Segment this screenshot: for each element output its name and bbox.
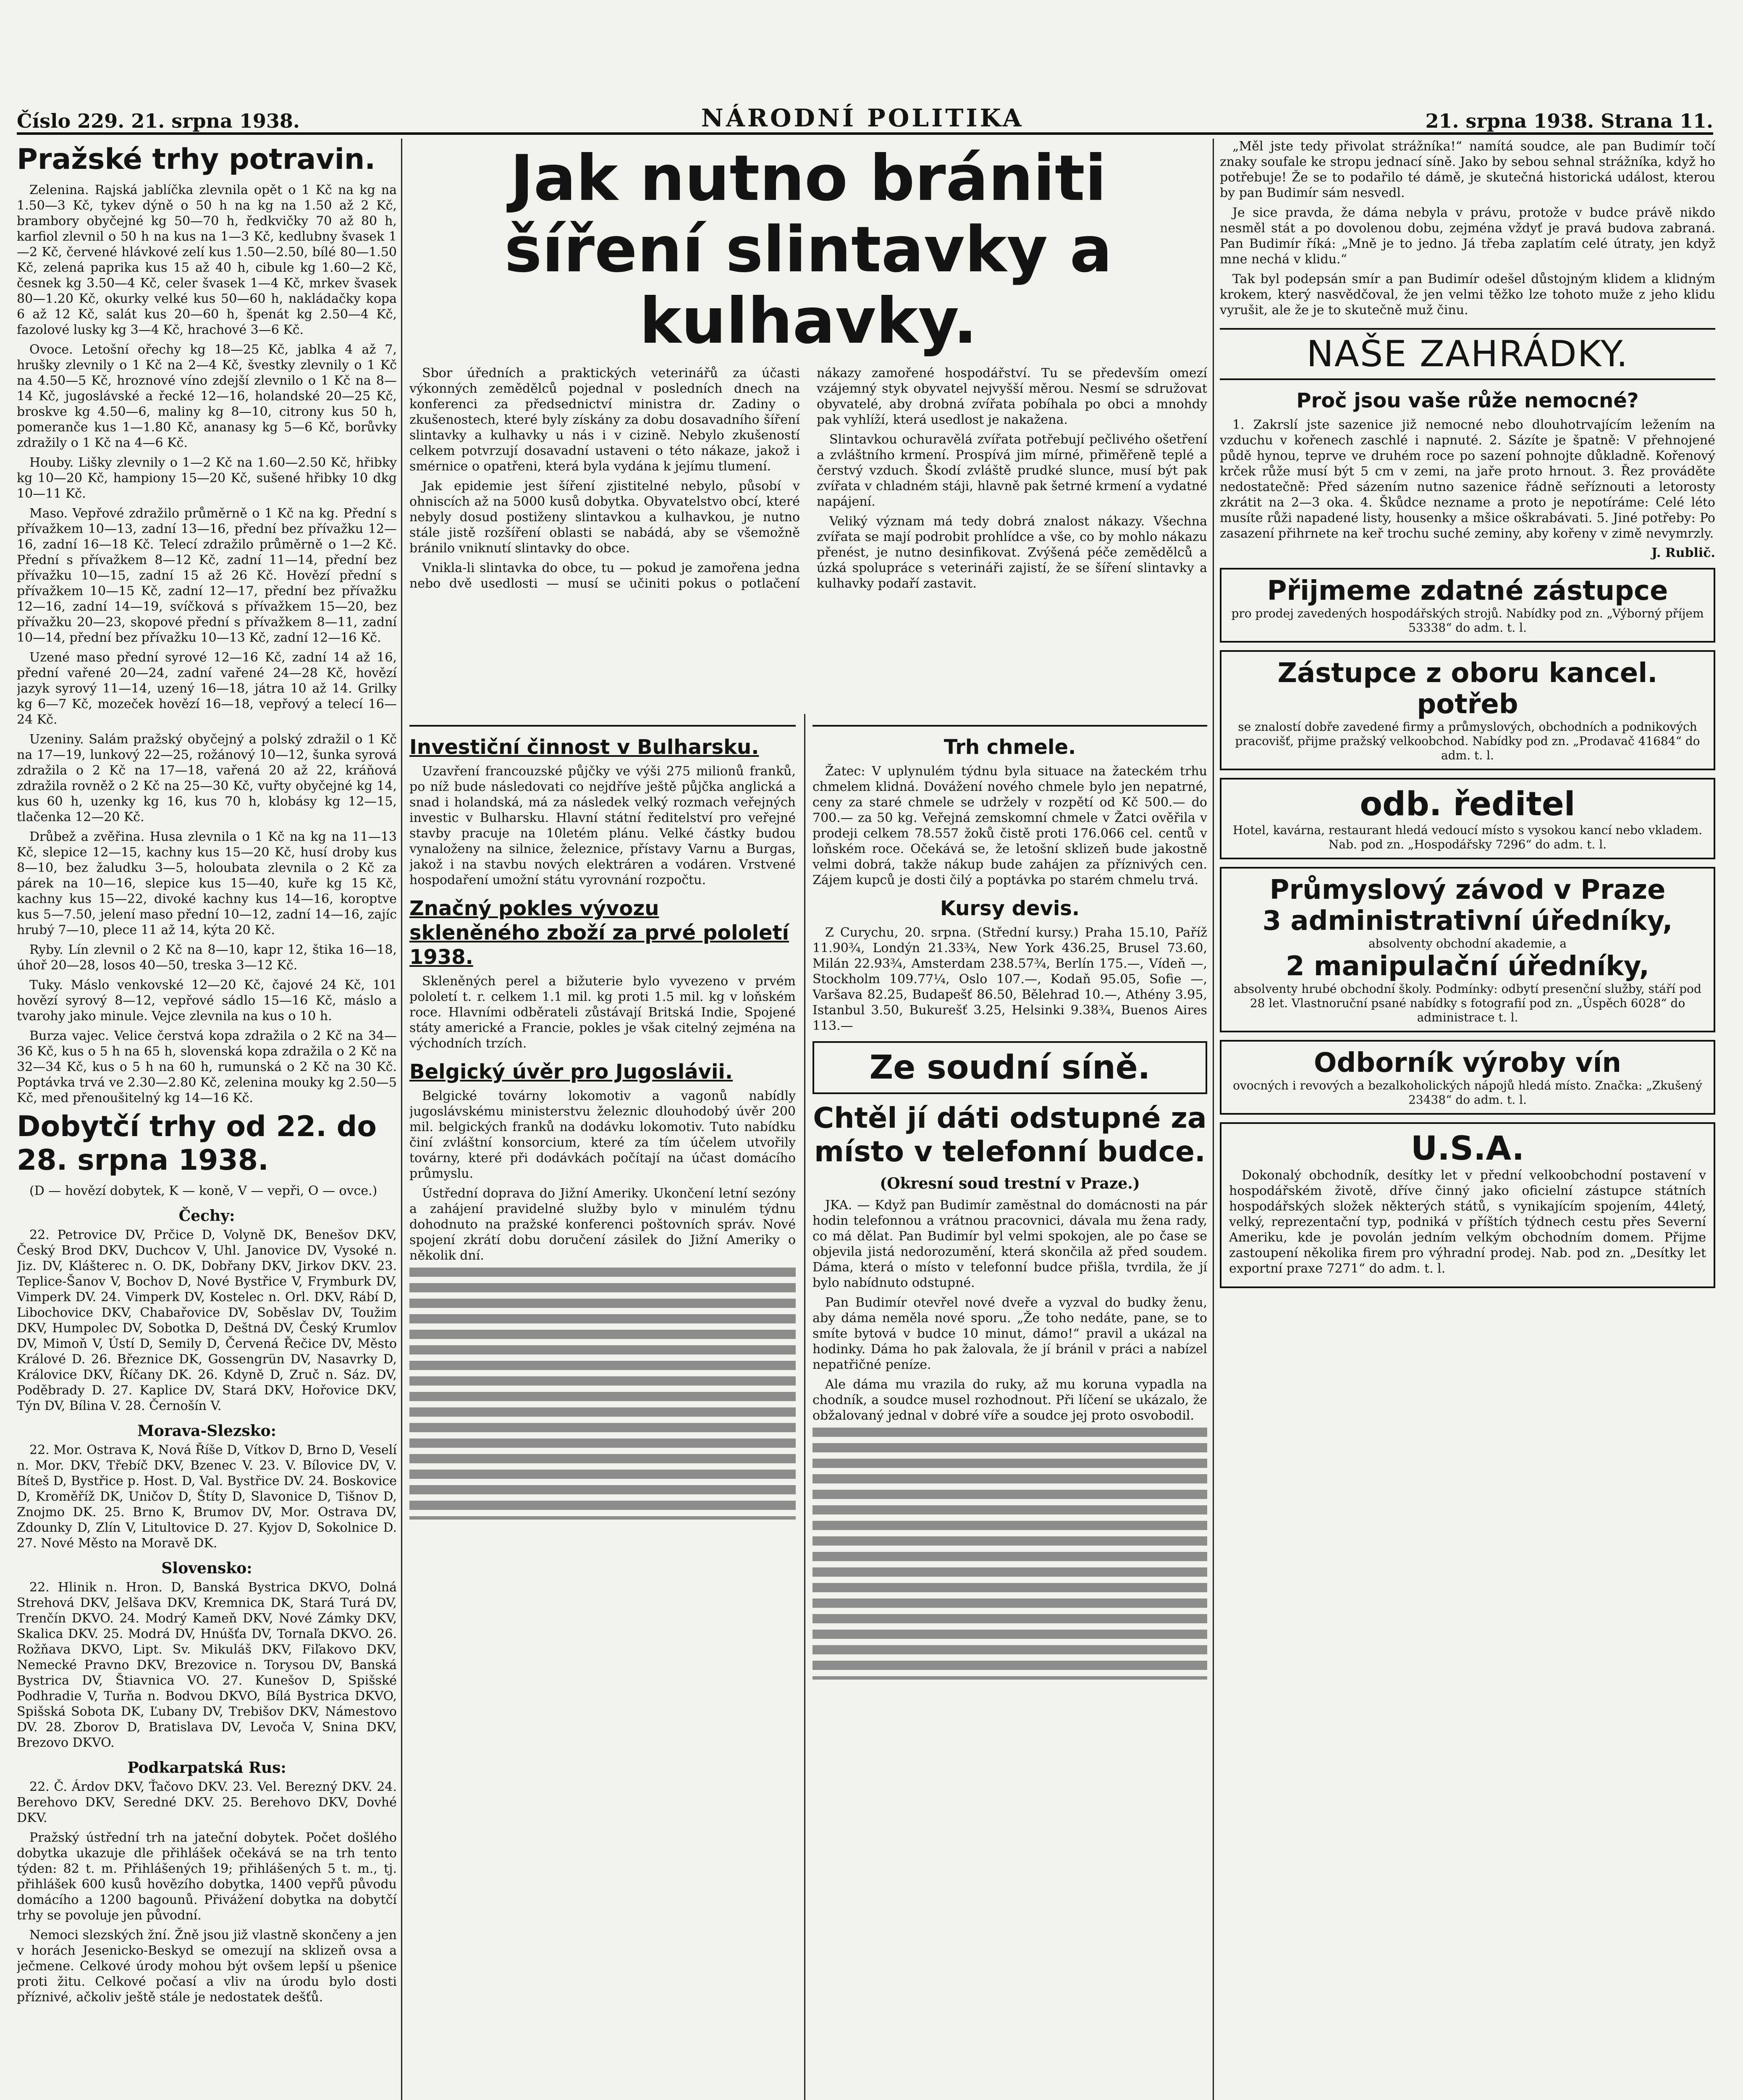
bulgaria-body: Uzavření francouzské půjčky ve výši 275 milionů franků, po níž bude následovati co nejdříve ještě půjčka anglická a snad i holandská, má za následek velký rozmach veřejných investic v Bulharsku. Hlavní státní ředitelství pro veřejné stavby pracuje na 10letém plánu. Velké částky budou vynaloženy na silnice, železnice, přístavy Varnu a Burgas, jakož i na stavbu nových elektráren a vodáren. Vrstvené hospodaření umožní státu vyrovnání rozpočtu. <box>409 764 796 887</box>
ad-headline: Odborník výroby vín <box>1314 1047 1621 1079</box>
ad-position: 3 administrativní úředníky, <box>1262 906 1673 937</box>
slaughter-note: Pražský ústřední trh na jateční dobytek. Počet došlého dobytka ukazuje dle přihlášek očekává se na trh tento týden: 82 t. m. Přihlášených 19; přihlášených 5 t. m., tj. přihlášek 600 kusů hovězího dobytka, 1400 vepřů původu domácího a 1200 bagounů. Přivážení dobytka na dobytčí trhy se povoluje jen původní. <box>17 1830 397 1923</box>
ad-headline: Zástupce z oboru kancel. potřeb <box>1277 658 1658 720</box>
ad-text: Hotel, kavárna, restaurant hledá vedoucí místo s vysokou kancí nebo vkladem. Nab. pod zn. „Hospodářsky 7296“ do adm. t. l. <box>1233 823 1702 851</box>
continued-text <box>409 1268 796 1520</box>
divider <box>409 725 796 727</box>
cattle-list-slovensko: 22. Hlinik n. Hron. D, Banská Bystrica DKVO, Dolná Strehová DKV, Jelšava DKV, Kremnica DK, Stará Turá DV, Trenčín DKVO. 24. Modrý Kameň DKV, Nové Zámky DKV, Skalica DKV. 25. Modrá DV, Hnúšťa DV, Tornaľa DKVO. 26. Rožňava DKVO, Lipt. Sv. Mikuláš DKV, Fiľakovo DKV, Nemecké Pravno DKV, Brezovice n. Torysou DV, Banská Bystrica DV, Štiavnica VO. 27. Kunešov D, Spišské Podhradie V, Turňa n. Bodvou DKVO, Bílá Bystrica DKVO, Spišská Sobota DK, Ľubany DV, Trebišov DKV, Námestovo DV. 28. Zborov D, Bratislava DV, Levoča V, Snina DKV, Brezovo DKVO. <box>17 1580 397 1750</box>
ad-text: Dokonalý obchodník, desítky let v přední velkoobchodní postavení v hospodářském životě, dříve činný jako oficielní zástupce státních hospodářských složek některých států, s vynikajícím spojením, 44letý, velký, reprezentační typ, podniká v příštích týdnech cestu přes Severní Ameriku, kde je povolán jedním velkým obchodním domem. Přijme zastoupení několika firem pro výhradní prodej. Nab. pod zn. „Desítky let exportní praxe 7271“ do adm. t. l. <box>1229 1168 1706 1276</box>
court-paragraph: Ale dáma mu vrazila do ruky, až mu koruna vypadla na chodník, a soudce musel rozhodnout. Při líčení se ukázalo, že obžalovaný jednal v dobré víře a soudce jej proto osvobodil. <box>813 1377 1207 1423</box>
region-heading: Morava-Slezsko: <box>137 1422 276 1440</box>
ad-headline: Průmyslový závod v Praze <box>1269 874 1666 906</box>
lead-paragraph: Slintavkou ochuravělá zvířata potřebují pečlivého ošetření a zvláštního krmení. Prospívá jim mírné, přiměřeně teplé a čerstvý vzduch. Škodí zvláště prudké slunce, musí být pak zvířata v chladném stáji, hlavně pak šetrné krmení a vydatné napájení. <box>817 432 1207 509</box>
ad-position: 2 manipulační úředníky, <box>1286 951 1649 982</box>
markets-mushrooms: Houby. Lišky zlevnily o 1—2 Kč na 1.60—2.50 Kč, hřibky kg 10—20 Kč, hampiony 15—20 Kč, sušené hřibky 10 dkg 10—11 Kč. <box>17 455 397 501</box>
column-markets <box>17 139 397 2100</box>
roses-author: J. Rublič. <box>1651 546 1715 560</box>
court-banner <box>813 1041 1207 1094</box>
roses-heading: Proč jsou vaše růže nemocné? <box>1296 389 1639 412</box>
masthead <box>17 92 1713 135</box>
markets-smoked: Uzené maso přední syrové 12—16 Kč, zadní 14 až 16, přední vařené 20—24, zadní vařené 24—28 Kč, hovězí jazyk syrový 11—14, uzený 16—18, játra 10 až 14. Grilky kg 6—7 Kč, mozeček hovězí 16—18, vepřový a telecí 16—24 Kč. <box>17 650 397 727</box>
gardens-heading: NAŠE ZAHRÁDKY. <box>1220 328 1715 380</box>
bulgaria-heading: Investiční činnost v Bulharsku. <box>409 735 759 759</box>
currency-body: Z Curychu, 20. srpna. (Střední kursy.) Praha 15.10, Paříž 11.90¾, Londýn 21.33¾, New York 436.25, Brusel 73.60, Milán 22.93¾, Amsterdam 238.57¾, Berlín 175.—, Vídeň —, Stockholm 109.77¼, Oslo 107.—, Kodaň 95.05, Sofie —, Varšava 82.25, Budapešť 86.50, Bělehrad 10.—, Athény 3.95, Istanbul 3.50, Bukurešť 3.25, Helsinki 9.38¾, Buenos Aires 113.— <box>813 925 1207 1033</box>
column-economy <box>409 718 796 2100</box>
markets-fish: Ryby. Lín zlevnil o 2 Kč na 8—10, kapr 12, štika 16—18, úhoř 20—28, losos 40—50, treska 3—12 Kč. <box>17 942 397 973</box>
court-headline: Chtěl jí dáti odstupné za místo v telefonní budce. <box>813 1102 1207 1168</box>
glass-body: Skleněných perel a bižuterie bylo vyvezeno v prvém pololetí t. r. celkem 1.1 mil. kg proti 1.5 mil. kg v loňském roce. Hlavními odběrateli zůstávají Britská Indie, Spojené státy americké a Francie, pokles je však citelný zejména na východních trzích. <box>409 974 796 1051</box>
harvest-note: Nemoci slezských žní. Žně jsou již vlastně skončeny a jen v horách Jesenicko-Beskyd se omezují na sklizeň ovsa a ječmene. Celkové úrody mohou být ovšem lepší u pšenice proti žitu. Celkové počasí a vliv na úrodu bylo dosti příznivé, ačkoliv ještě stále je nedostatek dešťů. <box>17 1928 397 2005</box>
markets-poultry: Drůbež a zvěřina. Husa zlevnila o 1 Kč na kg na 11—13 Kč, slepice 12—15, kachny kus 15—20 Kč, husí droby kus 8—10, bez žaludku 3—5, holoubata zlevnila o 2 Kč za párek na 10—16, slepice kus 15—40, kuře kg 15 Kč, kachny kus 15—22, divoké kachny kus 14—16, koroptve kus 5—7.50, jelení maso přední 10—12, zadní 14—16, zajíc hrubý 7—10, plece 11 až 14, kýta 20 Kč. <box>17 830 397 937</box>
column-rule <box>804 714 805 2100</box>
court-paragraph: Pan Budimír otevřel nové dveře a vyzval do budky ženu, aby dáma neměla nové sporu. „Že toho nedáte, pane, se to smíte bytová v budce 10 minut, dámo!“ pravil a ukázal na hodinky. Dáma ho pak žalovala, že jí bránil v práci a nabízel nepatřičné peníze. <box>813 1295 1207 1372</box>
cattle-list-morava: 22. Mor. Ostrava K, Nová Říše D, Vítkov D, Brno D, Veselí n. Mor. DKV, Třebíč DKV, Bzenec V. 23. V. Bílovice DV, V. Bíteš D, Bystřice p. Host. D, Val. Bystřice DV. 24. Boskovice D, Kroměříž DK, Uničov D, Štíty D, Slavonice D, Tišnov D, Znojmo DK. 25. Brno K, Brumov DV, Mor. Ostrava DV, Zdounky D, Zlín V, Litultovice D. 27. Kyjov D, Sokolnice D. 27. Nové Město na Moravě DK. <box>17 1443 397 1551</box>
hops-body: Žatec: V uplynulém týdnu byla situace na žateckém trhu chmelem klidná. Dovážení nového chmele bylo jen nepatrné, ceny za staré chmele se udržely v rozpětí od Kč 500.— do 700.— za 50 kg. Veřejná zemskomní chmele v Žatci ověřila v prodeji celkem 78.557 žoků čistě proti 176.066 cel. centů v loňském roce. Očekává se, že letošní sklizeň bude jakostně velmi dobrá, takže nákup bude zahájen za příznivých cen. Zájem kupců je dosti čilý a poptávka po starém chmelu trvá. <box>813 764 1207 887</box>
markets-eggs: Burza vajec. Velice čerstvá kopa zdražila o 2 Kč na 34—36 Kč, kus o 5 h na 65 h, slovenská kopa zdražila o 2 Kč na 32—34 Kč, kus o 5 h na 60 h, rumunská o 2 Kč na 30 Kč. Poptávka trvá ve 2.30—2.80 Kč, zelenina mouky kg 2.50—5 Kč, med přenoušitelný kg 14—16 Kč. <box>17 1029 397 1105</box>
roses-body: 1. Zakrslí jste sazenice již nemocné nebo dlouhotrvajícím ležením na vzduchu v kořenech zaschlé i napnuté. 2. Sázíte je špatně: V přehnojené půdě hynou, teprve ve druhém roce po sazení pohnojte důkladně. Kořenový krček růže musí být 5 cm v zemi, na jaře proto hrnout. 3. Řez prováděte nedostatečně: Před sázením nutno sazenice řádně seříznouti a letorosty zkrátit na 2—3 oka. 4. Škůdce nezname a proto je nepotíráme: Celé léto musíte růži napadené listy, housenky a mšice oškrabávati. 5. Jiné potřeby: Po zasazení přihrnete na keř trochu suché zeminy, aby kořeny v zimě nevymrzly. <box>1220 417 1715 541</box>
yugoslavia-heading: Belgický úvěr pro Jugoslávii. <box>409 1060 733 1084</box>
lead-paragraph: Sbor úředních a praktických veterinářů za účasti výkonných zemědělců pojednal v posledních dnech na konferenci za předsednictví ministra dr. Zadiny o zkušenostech, které byly získány za dobu dosavadního šíření slintavky a kulhavky u nás i v cizině. Nebylo zkušeností celkem potvrzují dosavadní ustaveni o této nákaze, jakož i smérnice o opatřeni, která byla vydána k jejímu tlumení. <box>409 366 800 474</box>
markets-vegetables: Zelenina. Rajská jablíčka zlevnila opět o 1 Kč na kg na 1.50—3 Kč, tykev dýně o 50 h na kg na 1.50 až 2 Kč, brambory obyčejné kg 50—70 h, ředkvičky 70 až 80 h, karfiol zlevnil o 50 h na kus na 1—3 Kč, kedlubny švasek 1—2 Kč, červené hlávkové zelí kus 1.50—2.50, bílé 80—1.50 Kč, zelená paprika kus 15 až 40 h, cibule kg 1.60—2 Kč, česnek kg 3.50—4 Kč, celer švasek 1—4 Kč, mrkev švasek 80—1.20 Kč, okurky velké kus 50—60 h, nakládačky kopa 6 až 12 Kč, salát kus 20—60 h, špenát kg 2.50—4 Kč, fazolové lusky kg 3—4 Kč, hrachové 3—6 Kč. <box>17 183 397 337</box>
currency-heading: Kursy devis. <box>940 897 1080 920</box>
lead-paragraph: Vnikla-li slintavka do obce, tu — pokud je zamořena jedna nebo dvě usedlosti — musí se učiniti pokus o potlačení nákazy zamořené hospodářství. Tu se především omezí vzájemný styk obyvatel nejvyšší měrou. Nesmí se sdružovat obyvatelé, aby drobná zvířata pobíhala po obci a mnohdy pak vyhlíží, která usedlost je nakažena. <box>409 366 1207 591</box>
glass-heading: Značný pokles vývozu skleněného zboží za prvé pololetí 1938. <box>409 897 789 969</box>
issue-number: Číslo 229. 21. srpna 1938. <box>17 110 300 132</box>
cattle-heading: Dobytčí trhy od 22. do 28. srpna 1938. <box>17 1110 377 1177</box>
lead-article <box>409 139 1207 714</box>
story-paragraph: Tak byl podepsán smír a pan Budimír odešel důstojným klidem a klidným krokem, který nasvědčoval, že jen velmi těžko lze tohoto muže z jeho klidu vyrušit, ale že je to skutečně muž činu. <box>1220 272 1715 318</box>
ad-usa <box>1220 1122 1715 1288</box>
ad-wine-expert <box>1220 1040 1715 1115</box>
ad-text: absolventy obchodní akademie, a <box>1368 937 1567 950</box>
region-heading: Slovensko: <box>161 1559 252 1577</box>
newspaper-title: NÁRODNÍ POLITIKA <box>701 104 1024 132</box>
divider <box>813 725 1207 727</box>
column-rule <box>401 139 402 2100</box>
region-heading: Čechy: <box>178 1207 235 1225</box>
court-banner-text: Ze soudní síně. <box>869 1049 1151 1087</box>
cattle-key: (D — hovězí dobytek, K — koně, V — vepři, O — ovce.) <box>29 1184 377 1198</box>
post-body: Ústřední doprava do Jižní Ameriky. Ukončení letní sezóny a zahájení pravidelné služby bylo v minulém týdnu dohodnuto na pražské konferenci poštovních správ. Nové spojení zkrátí dobu doručení zásilek do Jižní Ameriky o několik dní. <box>409 1186 796 1263</box>
lead-headline: Jak nutno brániti šíření slintavky a kulhavky. <box>504 142 1112 358</box>
column-hops-court <box>813 718 1207 2100</box>
story-paragraph: „Měl jste tedy přivolat strážníka!“ namítá soudce, ale pan Budimír točí znaky soufale ke stropu jednací síně. Jako by sebou sehnal strážníka, když ho potřebuje! Že se to podařilo té dámě, je skutečná historická událost, kterou by pan Budimír sám nesvedl. <box>1220 139 1715 200</box>
page-number: 21. srpna 1938. Strana 11. <box>1425 110 1713 132</box>
lead-paragraph: Veliký význam má tedy dobrá znalost nákazy. Všechna zvířata se mají podrobit prohlídce a vše, co by mohlo nákazu přenést, je nutno desinfikovat. Zvýšená péče zemědělců a úzká spolupráce s veterináři zajistí, že se šíření slintavky a kulhavky podaří zastavit. <box>817 514 1207 591</box>
cattle-list-cechy: 22. Petrovice DV, Prčice D, Volyně DK, Benešov DKV, Český Brod DKV, Duchcov V, Uhl. Janovice DV, Vysoké n. Jiz. DV, Klášterec n. O. DK, Dobřany DKV, Jirkov DKV. 23. Teplice-Šanov V, Bochov D, Nové Bystřice V, Frymburk DV, Vimperk DV. 24. Vimperk DV, Kostelec n. Orl. DKV, Rábí D, Libochovice DKV, Chabařovice DV, Soběslav DV, Toužim DKV, Humpolec DV, Sobotka D, Deštná DV, Český Krumlov DV, Mimoň V, Ústí D, Semily D, Červená Řečice DV, Město Králové D. 26. Březnice DK, Gossengrün DV, Nasavrky D, Královice DKV, Říčany DK. 26. Kdyně D, Zruč n. Sáz. DV, Poděbrady D. 27. Kaplice DV, Stará DKV, Hořovice DKV, Týn DV, Bílina V. 28. Černošín V. <box>17 1228 397 1413</box>
ad-director <box>1220 778 1715 859</box>
ad-text: absolventy hrubé obchodní školy. Podmínky: odbytí presenční služby, stáří pod 28 let. Vlastnoruční psané nabídky s fotografií pod zn. „Úspěch 6028“ do administrace t. l. <box>1234 982 1701 1024</box>
court-subheading: (Okresní soud trestní v Praze.) <box>880 1175 1140 1192</box>
ad-factory <box>1220 867 1715 1032</box>
markets-sausages: Uzeniny. Salám pražský obyčejný a polský zdražil o 1 Kč na 17—19, lunkový 22—25, rožánový 10—12, šunka syrová zdražila o 2 Kč na 17—18, vařená 20 až 22, kráňová zdražila rovněž o 2 Kč na 25—30 Kč, vuřty obyčejné kg 14, kus 60 h, uzenky kg 16, kus 70 h, klobásy kg 12—15, tlačenka 12—20 Kč. <box>17 732 397 824</box>
column-gardens-ads <box>1220 139 1715 2100</box>
story-paragraph: Je sice pravda, že dáma nebyla v právu, protože v budce právě nikdo nesměl stát a po dovolenou dobu, zejména vždyť je pravá budova zabraná. Pan Budimír říká: „Mně je to jedno. Já třeba zaplatím celé útraty, jen když mne nechá v klidu.“ <box>1220 205 1715 267</box>
lead-paragraph: Jak epidemie jest šíření zjistitelné nebylo, působí v ohniscích až na 5000 kusů dobytka. Obyvatelstvo obcí, které nebyly dosud postiženy slintavkou a kulhavkou, je nutno stále jistě rozšíření oblasti se nabádá, aby se všemožně bránilo vniknutí slintavky do obce. <box>409 479 800 556</box>
ad-headline: odb. ředitel <box>1360 785 1575 823</box>
ad-text: ovocných i revových a bezalkoholických nápojů hledá místo. Značka: „Zkušený 23438“ do adm. t. l. <box>1233 1079 1702 1107</box>
ad-headline: Přijmeme zdatné zástupce <box>1267 575 1668 606</box>
markets-meat: Maso. Vepřové zdražilo průměrně o 1 Kč na kg. Přední s přívažkem 10—13, zadní 13—16, přední bez přívažku 12—16, zadní 16—18 Kč. Telecí zdražilo průměrně o 1—2 Kč. Přední s přívažkem 8—12 Kč, zadní 11—14, přední bez přívažku 10—15, zadní 15 až 26 Kč. Hovězí přední s přívažkem 10—15 Kč, zadní 12—17, přední bez přívažku 12—16, zadní 14—19, svíčková s přívažkem 15—20, bez přívažku 20—23, skopové přední s přívažkem 8—11, zadní 10—14, přední bez přívažku 10—13 Kč, zadní 12—16 Kč. <box>17 506 397 645</box>
ad-agents <box>1220 568 1715 643</box>
region-heading: Podkarpatská Rus: <box>127 1759 286 1777</box>
ad-text: pro prodej zavedených hospodářských strojů. Nabídky pod zn. „Výborný příjem 53338“ do adm. t. l. <box>1231 606 1704 635</box>
yugoslavia-body: Belgické továrny lokomotiv a vagonů nabídly jugoslávskému ministerstvu železnic dlouhodobý úvěr 200 mil. belgických franků na dodávku lokomotiv. Tuto nabídku činí zvláštní konsorcium, které za tím účelem utvořily továrny, které při dodávkách počítají na účast domácího průmyslu. <box>409 1089 796 1181</box>
ad-text: se znalostí dobře zavedené firmy a průmyslových, obchodních a podnikových pracovišť, přijme pražský velkoobchod. Nabídky pod zn. „Prodavač 41684“ do adm. t. l. <box>1235 720 1700 762</box>
column-rule <box>1213 139 1214 2100</box>
hops-heading: Trh chmele. <box>944 735 1076 759</box>
continued-text <box>813 1428 1207 1680</box>
markets-heading: Pražské trhy potravin. <box>17 143 376 176</box>
markets-fruit: Ovoce. Letošní ořechy kg 18—25 Kč, jablka 4 až 7, hrušky zlevnily o 1 Kč na 2—4 Kč, švestky zlevnily o 1 Kč na 4.50—5 Kč, hroznové víno zdejší zlevnilo o 1 Kč na 8—14 Kč, jugoslávské a řecké 12—16, holandské 20—25 Kč, broskve kg 4.50—6, maliny kg 8—10, citrony kus 50 h, pomeranče kus 1—1.80 Kč, ananasy kg 5—6 Kč, borůvky zdražily o 1 Kč na 4—6 Kč. <box>17 342 397 450</box>
markets-fats: Tuky. Máslo venkovské 12—20 Kč, čajové 24 Kč, 101 hovězí syrový 8—12, vepřové sádlo 15—16 Kč, máslo a tvarohy jako minule. Vejce zlevnila na kus o 10 h. <box>17 978 397 1024</box>
ad-office-supplies <box>1220 650 1715 770</box>
ad-headline: U.S.A. <box>1410 1130 1525 1168</box>
court-paragraph: JKA. — Když pan Budimír zaměstnal do domácnosti na pár hodin telefonnou a vrátnou pracovnici, dávala mu žena rady, co má dělat. Pan Budimír byl velmi spokojen, ale po čase se objevila jistá nedorozumění, která skončila až před soudem. Dáma, která o místo v telefonní budce přišla, tvrdila, že jí bylo nabídnuto odstupné. <box>813 1198 1207 1290</box>
cattle-list-podkarpatska: 22. Č. Árdov DKV, Ťačovo DKV. 23. Vel. Berezný DKV. 24. Berehovo DKV, Seredné DKV. 25. Berehovo DKV, Dovhé DKV. <box>17 1780 397 1825</box>
